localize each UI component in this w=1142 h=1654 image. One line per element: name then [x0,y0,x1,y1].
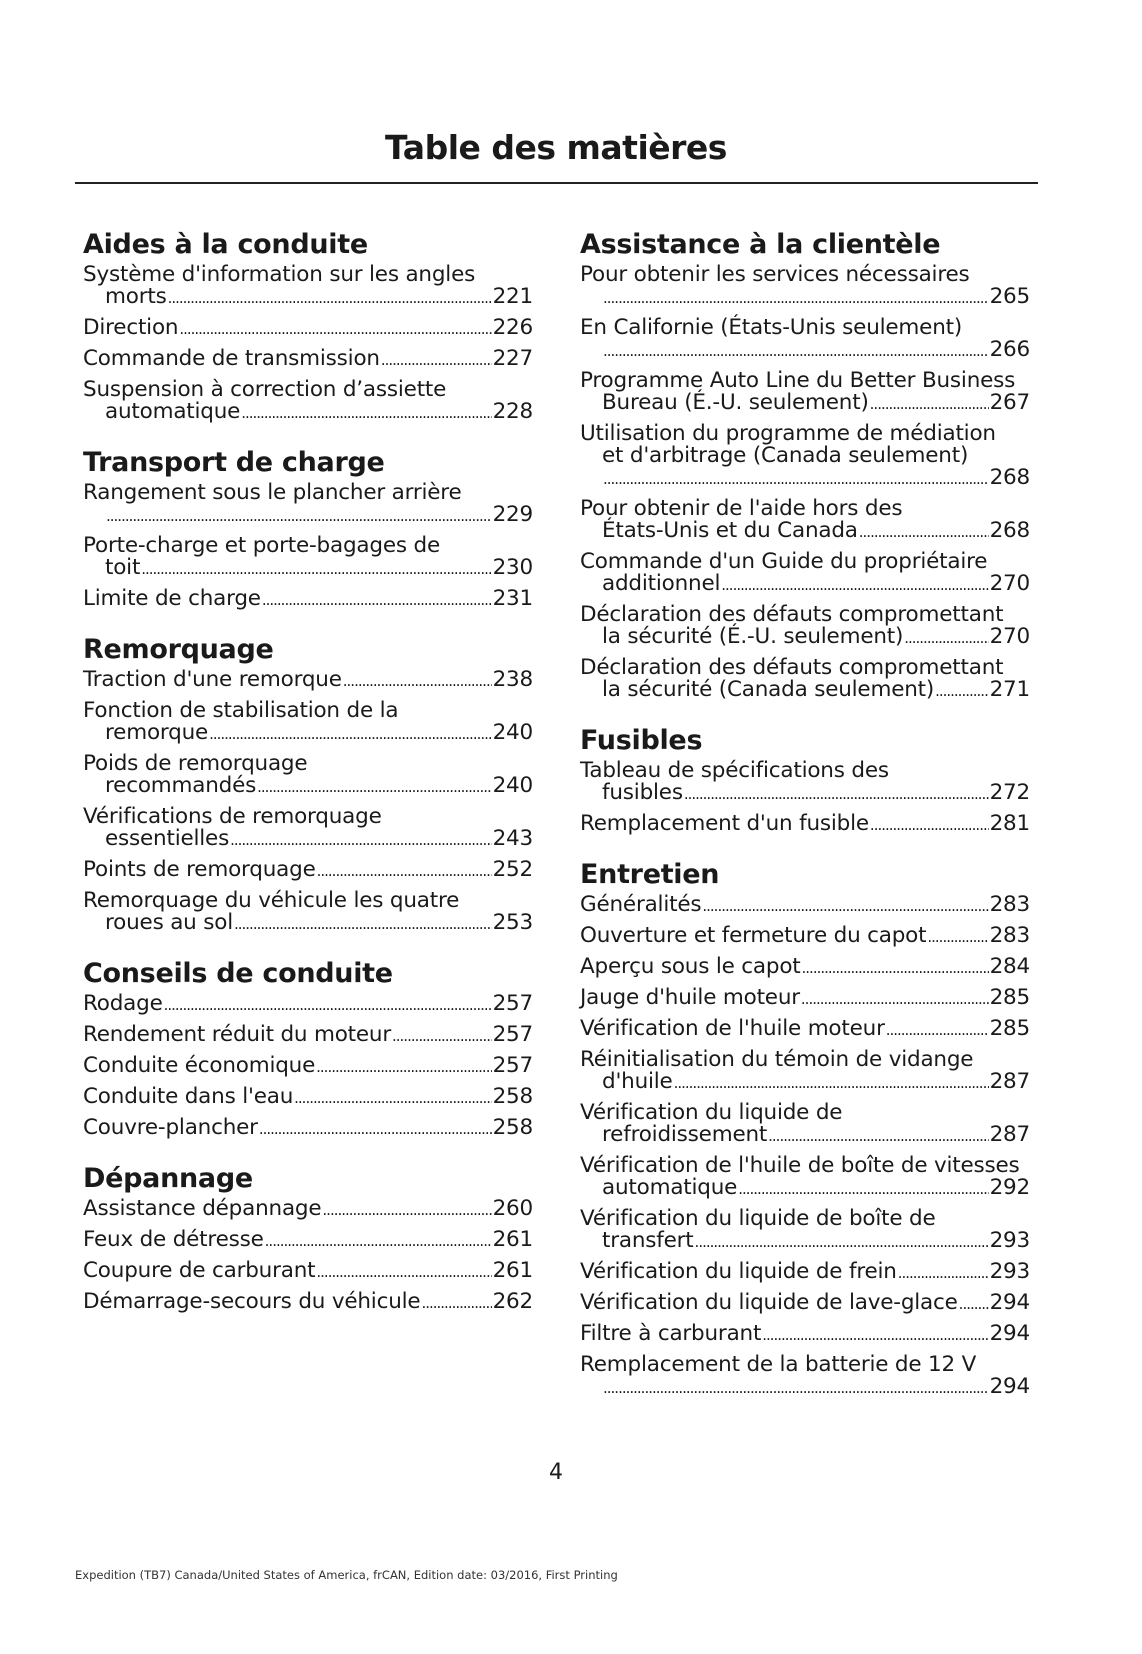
entry-page-number: 226 [492,315,533,340]
dot-leader [695,1230,989,1253]
toc-section [580,228,1030,702]
toc-entry[interactable] [580,1261,1030,1284]
entry-line [580,1155,1030,1177]
entry-title: Vérification du liquide de frein [580,1259,897,1284]
entry-page-number: 238 [492,667,533,692]
entry-page-number: 272 [989,780,1030,805]
toc-entry[interactable] [83,669,533,692]
entry-title: Tableau de spécifications des [580,758,889,783]
section-heading: Dépannage [83,1163,253,1194]
entry-line [580,1208,1030,1230]
entry-title: recommandés [105,773,257,798]
entry-page-number: 284 [989,954,1030,979]
entry-line [83,482,533,504]
entry-line [580,286,1030,309]
dot-leader [241,401,491,424]
entry-line [83,1055,533,1078]
entry-page-number: 266 [989,337,1030,362]
entry-title: Vérifications de remorquage [83,804,382,829]
toc-entry[interactable] [580,760,1030,805]
entry-line [580,264,1030,286]
dot-leader [702,894,988,917]
entry-page-number: 265 [989,284,1030,309]
toc-entry[interactable] [580,264,1030,309]
section-heading: Transport de charge [83,447,385,478]
entry-line [580,1376,1030,1399]
entry-title: Coupure de carburant [83,1258,316,1283]
entry-title: Généralités [580,892,702,917]
dot-leader [870,813,989,836]
entry-page-number: 258 [492,1115,533,1140]
toc-section [83,957,533,1140]
toc-entry[interactable] [83,859,533,882]
entry-line [580,1102,1030,1124]
entry-title: Porte-charge et porte-bagages de [83,533,440,558]
entry-page-number: 257 [492,1022,533,1047]
entry-line [83,890,533,912]
dot-leader [381,348,492,371]
entry-line [580,445,1030,467]
entry-title: Remorquage du véhicule les quatre [83,888,460,913]
entry-line [580,626,1030,649]
toc-entry[interactable] [580,370,1030,415]
toc-entry[interactable] [580,813,1030,836]
entry-page-number: 227 [492,346,533,371]
section-heading: Fusibles [580,725,703,756]
entry-page-number: 270 [989,624,1030,649]
toc-entry[interactable] [580,987,1030,1010]
toc-entry[interactable] [580,423,1030,490]
dot-leader [294,1086,491,1109]
dot-leader [316,1055,491,1078]
dot-leader [603,339,989,362]
entry-title: transfert [602,1228,694,1253]
entry-line [580,1230,1030,1253]
dot-leader [262,588,492,611]
dot-leader [721,573,988,596]
toc-entry[interactable] [83,1024,533,1047]
toc-entry[interactable] [580,317,1030,362]
dot-leader [392,1024,492,1047]
footer-text: Expedition (TB7) Canada/United States of America, frCAN, Edition date: 03/2016, First Printing [75,1568,618,1582]
dot-leader [230,828,491,851]
entry-line [83,669,533,692]
entry-title: Remplacement de la batterie de 12 V [580,1352,977,1377]
toc-entry[interactable] [83,1198,533,1221]
entry-line [83,806,533,828]
entry-title: roues au sol [105,910,233,935]
entry-title: Direction [83,315,179,340]
entry-title: Aperçu sous le capot [580,954,801,979]
entry-page-number: 287 [989,1069,1030,1094]
dot-leader [802,956,989,979]
entry-page-number: 292 [989,1175,1030,1200]
entry-page-number: 257 [492,991,533,1016]
dot-leader [603,286,989,309]
entry-title: additionnel [602,571,721,596]
entry-line [83,1291,533,1314]
entry-line [83,1229,533,1252]
entry-title: Couvre-plancher [83,1115,258,1140]
entry-page-number: 261 [492,1258,533,1283]
entry-title: Limite de charge [83,586,261,611]
entry-line [580,894,1030,917]
entry-page-number: 240 [492,720,533,745]
entry-line [580,551,1030,573]
entry-line [83,348,533,371]
toc-entry[interactable] [83,700,533,745]
dot-leader [234,912,492,935]
entry-title: Démarrage-secours du véhicule [83,1289,421,1314]
toc-column-right [580,228,1030,1421]
entry-title: États-Unis et du Canada [602,518,858,543]
toc-entry[interactable] [83,993,533,1016]
dot-leader [421,1291,491,1314]
entry-page-number: 240 [492,773,533,798]
entry-page-number: 294 [989,1374,1030,1399]
entry-line [580,1292,1030,1315]
toc-entry[interactable] [580,894,1030,917]
entry-title: Utilisation du programme de médiation [580,421,996,446]
dot-leader [674,1071,989,1094]
dot-leader [209,722,492,745]
entry-line [580,392,1030,415]
entry-title: Ouverture et fermeture du capot [580,923,927,948]
entry-title: Déclaration des défauts compromettant [580,655,1004,680]
entry-title: la sécurité (Canada seulement) [602,677,935,702]
dot-leader [164,993,492,1016]
entry-title: refroidissement [602,1122,768,1147]
toc-entry[interactable] [83,317,533,340]
toc-entry[interactable] [580,1018,1030,1041]
entry-page-number: 285 [989,1016,1030,1041]
entry-page-number: 228 [492,399,533,424]
entry-page-number: 262 [492,1289,533,1314]
toc-entry[interactable] [83,1117,533,1140]
toc-entry[interactable] [83,1260,533,1283]
toc-entry[interactable] [580,925,1030,948]
page-title: Table des matières [385,128,727,167]
entry-page-number: 253 [492,910,533,935]
entry-title: Déclaration des défauts compromettant [580,602,1004,627]
entry-title: morts [105,284,167,309]
toc-entry[interactable] [83,806,533,851]
entry-line [83,993,533,1016]
entry-page-number: 229 [492,502,533,527]
entry-page-number: 270 [989,571,1030,596]
entry-line [83,1024,533,1047]
dot-leader [265,1229,492,1252]
entry-title: Rendement réduit du moteur [83,1022,391,1047]
toc-entry[interactable] [580,1102,1030,1147]
toc-entry[interactable] [83,535,533,580]
entry-line [580,1177,1030,1200]
entry-title: Conduite dans l'eau [83,1084,294,1109]
entry-line [83,700,533,722]
toc-entry[interactable] [83,753,533,798]
dot-leader [927,925,988,948]
dot-leader [684,782,989,805]
entry-page-number: 267 [989,390,1030,415]
entry-page-number: 257 [492,1053,533,1078]
entry-title: Bureau (É.-U. seulement) [602,390,869,415]
entry-line [83,317,533,340]
entry-title: Remplacement d'un fusible [580,811,869,836]
title-divider [75,182,1038,184]
dot-leader [768,1124,988,1147]
entry-title: Assistance dépannage [83,1196,322,1221]
entry-title: Pour obtenir de l'aide hors des [580,496,903,521]
entry-line [580,925,1030,948]
toc-entry[interactable] [580,551,1030,596]
entry-page-number: 287 [989,1122,1030,1147]
entry-line [580,339,1030,362]
entry-title: Vérification du liquide de lave-glace [580,1290,958,1315]
toc-entry[interactable] [580,1323,1030,1346]
entry-title: Rodage [83,991,163,1016]
entry-line [83,286,533,309]
entry-line [83,722,533,745]
entry-page-number: 294 [989,1290,1030,1315]
section-heading: Aides à la conduite [83,229,368,260]
entry-line [83,912,533,935]
toc-section [83,446,533,611]
entry-line [83,1117,533,1140]
toc-entry[interactable] [580,1049,1030,1094]
toc-entry[interactable] [83,1229,533,1252]
dot-leader [801,987,989,1010]
section-heading: Conseils de conduite [83,958,393,989]
entry-title: Vérification du liquide de boîte de [580,1206,936,1231]
entry-line [580,604,1030,626]
entry-page-number: 243 [492,826,533,851]
entry-line [580,657,1030,679]
toc-entry[interactable] [580,1354,1030,1399]
entry-title: Commande de transmission [83,346,380,371]
entry-title: Vérification de l'huile de boîte de vitesses [580,1153,1020,1178]
dot-leader [168,286,492,309]
entry-title: Commande d'un Guide du propriétaire [580,549,988,574]
dot-leader [322,1198,491,1221]
toc-entry[interactable] [83,1291,533,1314]
entry-title: Filtre à carburant [580,1321,762,1346]
dot-leader [179,317,491,340]
toc-entry[interactable] [580,1208,1030,1253]
entry-line [83,775,533,798]
toc-section [580,724,1030,836]
entry-line [580,1018,1030,1041]
entry-line [83,588,533,611]
entry-line [580,1354,1030,1376]
entry-page-number: 261 [492,1227,533,1252]
dot-leader [343,669,492,692]
entry-title: Réinitialisation du témoin de vidange [580,1047,974,1072]
toc-entry[interactable] [83,482,533,527]
entry-line [580,1261,1030,1284]
dot-leader [935,679,988,702]
entry-line [83,1198,533,1221]
page-number: 4 [549,1460,563,1485]
entry-line [580,987,1030,1010]
entry-title: Jauge d'huile moteur [580,985,800,1010]
entry-title: et d'arbitrage (Canada seulement) [602,443,969,468]
dot-leader [603,1376,989,1399]
entry-page-number: 281 [989,811,1030,836]
entry-title: Programme Auto Line du Better Business [580,368,1016,393]
toc-section [83,228,533,424]
section-heading: Assistance à la clientèle [580,229,941,260]
entry-title: Conduite économique [83,1053,316,1078]
entry-title: Fonction de stabilisation de la [83,698,399,723]
entry-line [580,317,1030,339]
dot-leader [738,1177,988,1200]
entry-line [580,956,1030,979]
entry-page-number: 283 [989,892,1030,917]
entry-line [580,760,1030,782]
entry-line [580,573,1030,596]
entry-page-number: 293 [989,1259,1030,1284]
entry-line [83,379,533,401]
entry-line [580,1071,1030,1094]
entry-title: toit [105,555,141,580]
toc-entry[interactable] [580,657,1030,702]
entry-page-number: 271 [989,677,1030,702]
entry-page-number: 221 [492,284,533,309]
entry-line [83,264,533,286]
entry-title: la sécurité (É.-U. seulement) [602,624,904,649]
entry-line [83,753,533,775]
toc-section [83,633,533,935]
entry-page-number: 258 [492,1084,533,1109]
toc-column-left [83,228,533,1336]
entry-title: Suspension à correction d’assiette [83,377,447,402]
entry-title: Vérification de l'huile moteur [580,1016,885,1041]
entry-page-number: 231 [492,586,533,611]
dot-leader [886,1018,989,1041]
entry-page-number: 293 [989,1228,1030,1253]
dot-leader [859,520,989,543]
entry-line [580,520,1030,543]
entry-page-number: 230 [492,555,533,580]
entry-title: fusibles [602,780,683,805]
entry-page-number: 260 [492,1196,533,1221]
entry-line [83,1260,533,1283]
entry-title: automatique [105,399,241,424]
entry-line [83,535,533,557]
toc-entry[interactable] [83,379,533,424]
toc-entry[interactable] [83,348,533,371]
dot-leader [259,1117,492,1140]
toc-entry[interactable] [83,1055,533,1078]
toc-entry[interactable] [580,498,1030,543]
dot-leader [762,1323,988,1346]
dot-leader [316,1260,491,1283]
entry-line [580,1323,1030,1346]
entry-page-number: 252 [492,857,533,882]
dot-leader [870,392,989,415]
entry-line [580,1049,1030,1071]
entry-line [83,557,533,580]
section-heading: Remorquage [83,634,274,665]
entry-title: Traction d'une remorque [83,667,342,692]
dot-leader [898,1261,989,1284]
dot-leader [141,557,491,580]
toc-section [580,858,1030,1399]
entry-title: Feux de détresse [83,1227,264,1252]
entry-page-number: 268 [989,465,1030,490]
entry-title: d'huile [602,1069,673,1094]
dot-leader [959,1292,989,1315]
entry-line [83,1086,533,1109]
dot-leader [257,775,491,798]
entry-line [580,467,1030,490]
section-heading: Entretien [580,859,720,890]
entry-line [83,828,533,851]
entry-line [580,679,1030,702]
toc-entry[interactable] [580,604,1030,649]
entry-line [580,782,1030,805]
entry-page-number: 285 [989,985,1030,1010]
toc-entry[interactable] [83,588,533,611]
dot-leader [106,504,492,527]
entry-page-number: 283 [989,923,1030,948]
entry-title: Pour obtenir les services nécessaires [580,262,970,287]
toc-entry[interactable] [83,890,533,935]
entry-line [580,423,1030,445]
entry-page-number: 294 [989,1321,1030,1346]
toc-entry[interactable] [580,1292,1030,1315]
toc-section [83,1162,533,1314]
toc-entry[interactable] [83,264,533,309]
entry-page-number: 268 [989,518,1030,543]
entry-title: remorque [105,720,209,745]
dot-leader [603,467,989,490]
toc-entry[interactable] [580,956,1030,979]
entry-title: Poids de remorquage [83,751,308,776]
entry-line [83,504,533,527]
entry-title: automatique [602,1175,738,1200]
entry-title: Vérification du liquide de [580,1100,843,1125]
entry-title: essentielles [105,826,230,851]
entry-line [580,370,1030,392]
entry-title: Points de remorquage [83,857,316,882]
dot-leader [317,859,492,882]
toc-entry[interactable] [580,1155,1030,1200]
dot-leader [904,626,988,649]
entry-title: En Californie (États-Unis seulement) [580,315,963,340]
entry-line [83,859,533,882]
entry-line [83,401,533,424]
entry-title: Système d'information sur les angles [83,262,476,287]
entry-line [580,813,1030,836]
entry-line [580,1124,1030,1147]
entry-line [580,498,1030,520]
toc-entry[interactable] [83,1086,533,1109]
entry-title: Rangement sous le plancher arrière [83,480,462,505]
